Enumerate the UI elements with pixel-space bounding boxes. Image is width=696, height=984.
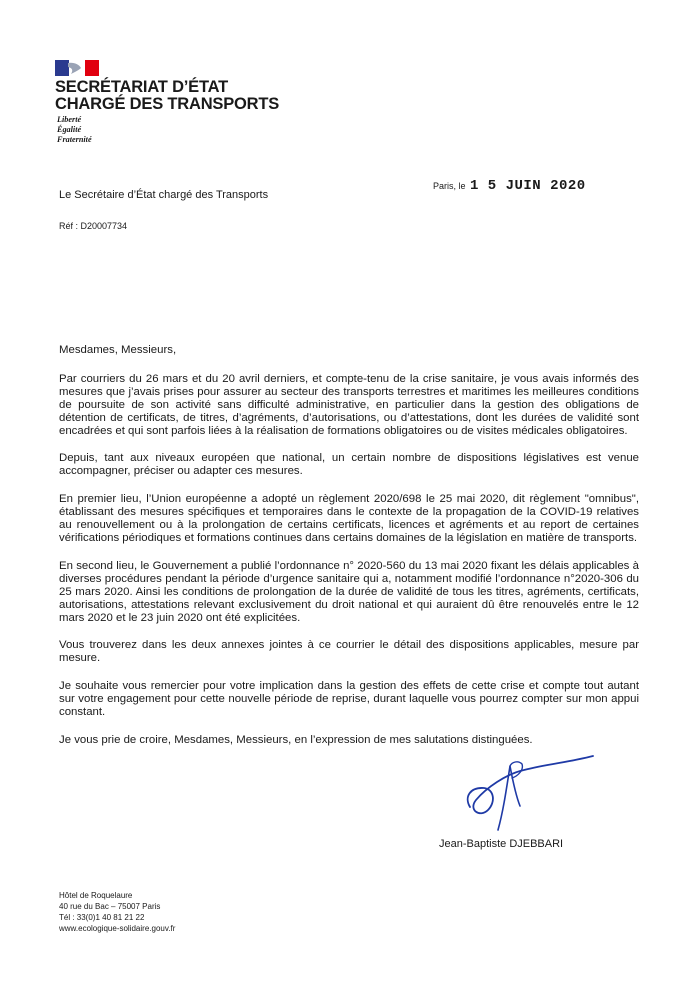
- paragraph: Vous trouverez dans les deux annexes jointes à ce courrier le détail des dispositions applicables, mesure par mesure.: [59, 639, 639, 665]
- ministry-line-1: SECRÉTARIAT D’ÉTAT: [55, 78, 229, 96]
- motto-liberte: Liberté: [57, 115, 82, 124]
- paragraph: Depuis, tant aux niveaux européen que national, un certain nombre de dispositions législatives est venue accompagner, préciser ou adapter ces mesures.: [59, 452, 639, 478]
- republic-flag-icon: [55, 60, 99, 76]
- republic-motto: [57, 115, 92, 145]
- footer-building: Hôtel de Roquelaure: [59, 891, 133, 900]
- reference-number: Réf : D20007734: [59, 221, 128, 231]
- paragraph: En second lieu, le Gouvernement a publié l’ordonnance n° 2020-560 du 13 mai 2020 fixant les délais applicables à diverses procédures pendant la période d’urgence sanitaire qui a, notamment modifié l’ordonnance n°2020-306 du 25 mars 2020. Ainsi les conditions de prolongation de la durée de validité de tous les titres, agréments, certificats, autorisations, attestations relevant exclusivement du droit national et qui auraient dû être renouvelés entre le 12 mars 2020 et le 23 juin 2020 ont été explicitées.: [59, 559, 639, 624]
- signer-name: Jean-Baptiste DJEBBARI: [439, 838, 564, 850]
- address-footer: [59, 890, 175, 934]
- motto-egalite: Égalité: [57, 125, 82, 134]
- letter-body: [59, 344, 639, 762]
- signature-icon: [458, 752, 598, 832]
- date-prefix: Paris, le: [433, 181, 466, 191]
- handwritten-signature: [458, 752, 598, 837]
- salutation: Mesdames, Messieurs,: [59, 344, 177, 356]
- footer-phone: Tél : 33(0)1 40 81 21 22: [59, 913, 145, 922]
- ministry-line-2: CHARGÉ DES TRANSPORTS: [55, 95, 280, 113]
- footer-website: www.ecologique-solidaire.gouv.fr: [59, 924, 176, 933]
- paragraph: Par courriers du 26 mars et du 20 avril derniers, et compte-tenu de la crise sanitaire, je vous avais informés des mesures que j’avais prises pour assurer au secteur des transports terrestres et maritimes les meilleures conditions de poursuite de son activité sans difficulté administrative, en particulier dans la gestion des obligations de détention de certificats, de titres, d’agréments, d’autorisations, ou d’attestations, dont les durées de validité sont encadrées et qui sont parfois liées à la réalisation de formations obligatoires ou de visites médicales obligatoires.: [59, 372, 639, 437]
- footer-address: 40 rue du Bac – 75007 Paris: [59, 902, 161, 911]
- sender-title: Le Secrétaire d’État chargé des Transports: [59, 189, 269, 201]
- ministry-name: [55, 79, 279, 113]
- paragraph: Je souhaite vous remercier pour votre implication dans la gestion des effets de cette crise et compte tout autant sur votre engagement pour cette nouvelle période de reprise, durant laquelle vous pourrez compter sur mon appui constant.: [59, 680, 639, 719]
- closing-paragraph: Je vous prie de croire, Mesdames, Messieurs, en l’expression de mes salutations distinguées.: [59, 733, 533, 746]
- date-stamp: 1 5 JUIN 2020: [469, 178, 586, 194]
- letter-date: [433, 176, 586, 194]
- marianne-logo-icon: [55, 60, 99, 76]
- motto-fraternite: Fraternité: [57, 135, 92, 144]
- paragraph: En premier lieu, l’Union européenne a adopté un règlement 2020/698 le 25 mai 2020, dit règlement "omnibus", établissant des mesures spécifiques et temporaires dans le contexte de la propagation de la COVID-19 relatives au renouvellement ou à la prolongation de certains certificats, licences et agréments et au report de certaines vérifications périodiques et formations continues dans certains domaines de la législation en matière de transports.: [59, 493, 639, 544]
